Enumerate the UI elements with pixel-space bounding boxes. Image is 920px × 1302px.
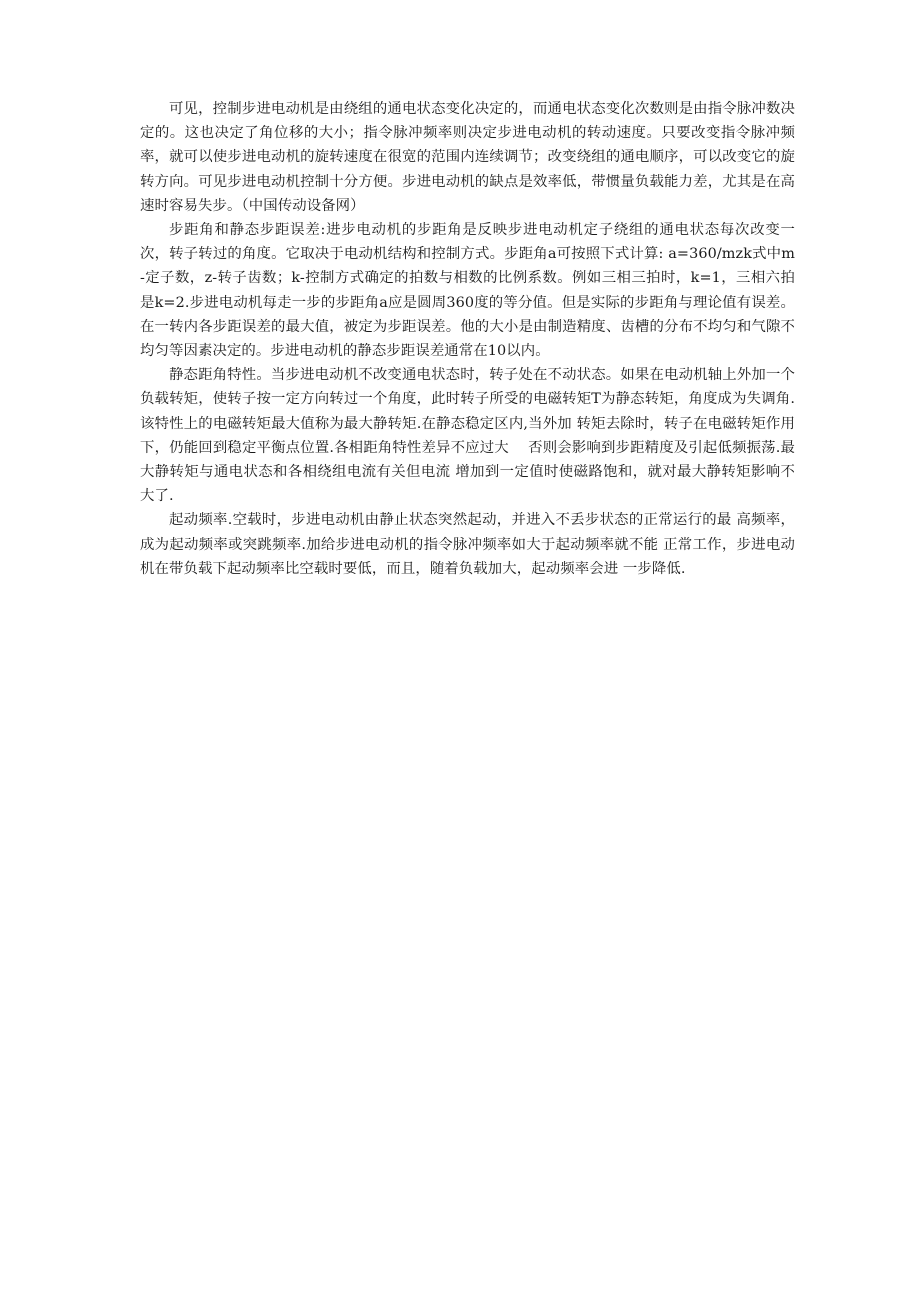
paragraph-starting-frequency: 起动频率.空载时，步进电动机由静止状态突然起动，并进入不丢步状态的正常运行的最 高频率，成为起动频率或突跳频率.加给步进电动机的指令脉冲频率如大于起动频率就不能 正常工作，步进电动机在带负载下起动频率比空载时要低，而且，随着负载加大，起动频率会进 一步降低. bbox=[140, 512, 795, 577]
paragraph-step-angle-error: 步距角和静态步距误差:进步电动机的步距角是反映步进电动机定子绕组的通电状态每次改变一次，转子转过的角度。它取决于电动机结构和控制方式。步距角a可按照下式计算: a=360/mzk式中m-定子数，z-转子齿数；k-控制方式确定的拍数与相数的比例系数。例如三相三拍时，k=1，三相六拍是k=2.步进电动机每走一步的步距角a应是圆周360度的等分值。但是实际的步距角与理论值有误差。在一转内各步距误差的最大值，被定为步距误差。他的大小是由制造精度、齿槽的分布不均匀和气隙不均匀等因素决定的。步进电动机的静态步距误差通常在10以内。 bbox=[140, 222, 795, 360]
paragraph-stepper-control: 可见，控制步进电动机是由绕组的通电状态变化决定的，而通电状态变化次数则是由指令脉冲数决定的。这也决定了角位移的大小；指令脉冲频率则决定步进电动机的转动速度。只要改变指令脉冲频率，就可以使步进电动机的旋转速度在很宽的范围内连续调节；改变绕组的通电顺序，可以改变它的旋转方向。可见步进电动机控制十分方便。步进电动机的缺点是效率低，带惯量负载能力差，尤其是在高速时容易失步。（中国传动设备网） bbox=[140, 101, 795, 214]
paragraph-static-angle-characteristic: 静态距角特性。当步进电动机不改变通电状态时，转子处在不动状态。如果在电动机轴上外加一个负载转矩，使转子按一定方向转过一个角度，此时转子所受的电磁转矩T为静态转矩，角度成为失调角.该特性上的电磁转矩最大值称为最大静转矩.在静态稳定区内,当外加 转矩去除时，转子在电磁转矩作用下，仍能回到稳定平衡点位置.各相距角特性差异不应过大 否则会影响到步距精度及引起低频振荡.最大静转矩与通电状态和各相绕组电流有关但电流 增加到一定值时使磁路饱和，就对最大静转矩影响不大了. bbox=[140, 367, 795, 505]
document-body bbox=[140, 97, 795, 581]
